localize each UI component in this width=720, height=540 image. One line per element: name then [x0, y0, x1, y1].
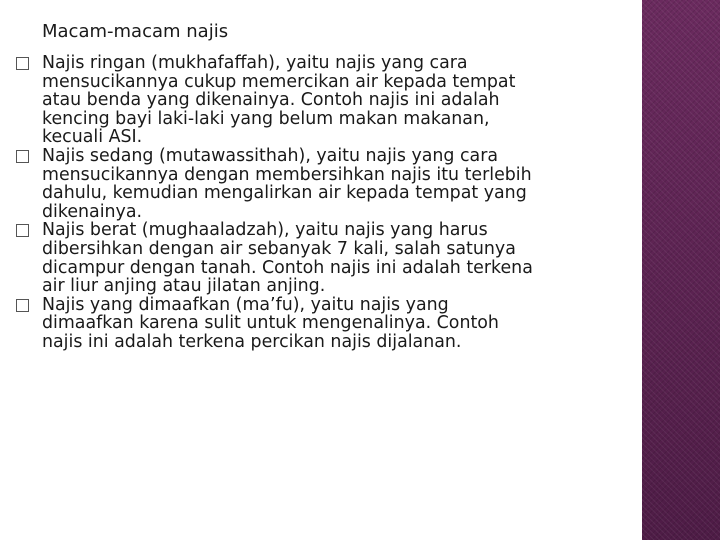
square-bullet-icon	[16, 299, 29, 312]
square-bullet-icon	[16, 224, 29, 237]
bullet-text: Najis yang dimaafkan (ma’fu), yaitu najis yang dimaafkan karena sulit untuk mengenalinya. Contoh najis ini adalah terkena percikan najis dijalanan.	[42, 294, 499, 352]
list-item	[16, 221, 648, 295]
list-item	[16, 54, 648, 147]
list-item	[16, 296, 648, 352]
bullet-text: Najis berat (mughaaladzah), yaitu najis yang harus dibersihkan dengan air sebanyak 7 kali, salah satunya dicampur dengan tanah. Contoh najis ini adalah terkena air liur anjing atau jilatan anjing.	[42, 220, 533, 297]
square-bullet-icon	[16, 150, 29, 163]
slide-title: Macam-macam najis	[42, 21, 229, 42]
list-item	[16, 147, 648, 221]
bullet-text: Najis ringan (mukhafaffah), yaitu najis yang cara mensucikannya cukup memercikan air kepada tempat atau benda yang dikenainya. Contoh najis ini adalah kencing bayi laki-laki yang belum makan makanan, kecuali ASI.	[42, 53, 516, 148]
bullet-text: Najis sedang (mutawassithah), yaitu najis yang cara mensucikannya dengan membersihkan najis itu terlebih dahulu, kemudian mengalirkan air kepada tempat yang dikenainya.	[42, 145, 532, 222]
square-bullet-icon	[16, 57, 29, 70]
decorative-side-band	[642, 0, 720, 540]
bullet-list	[16, 54, 648, 352]
